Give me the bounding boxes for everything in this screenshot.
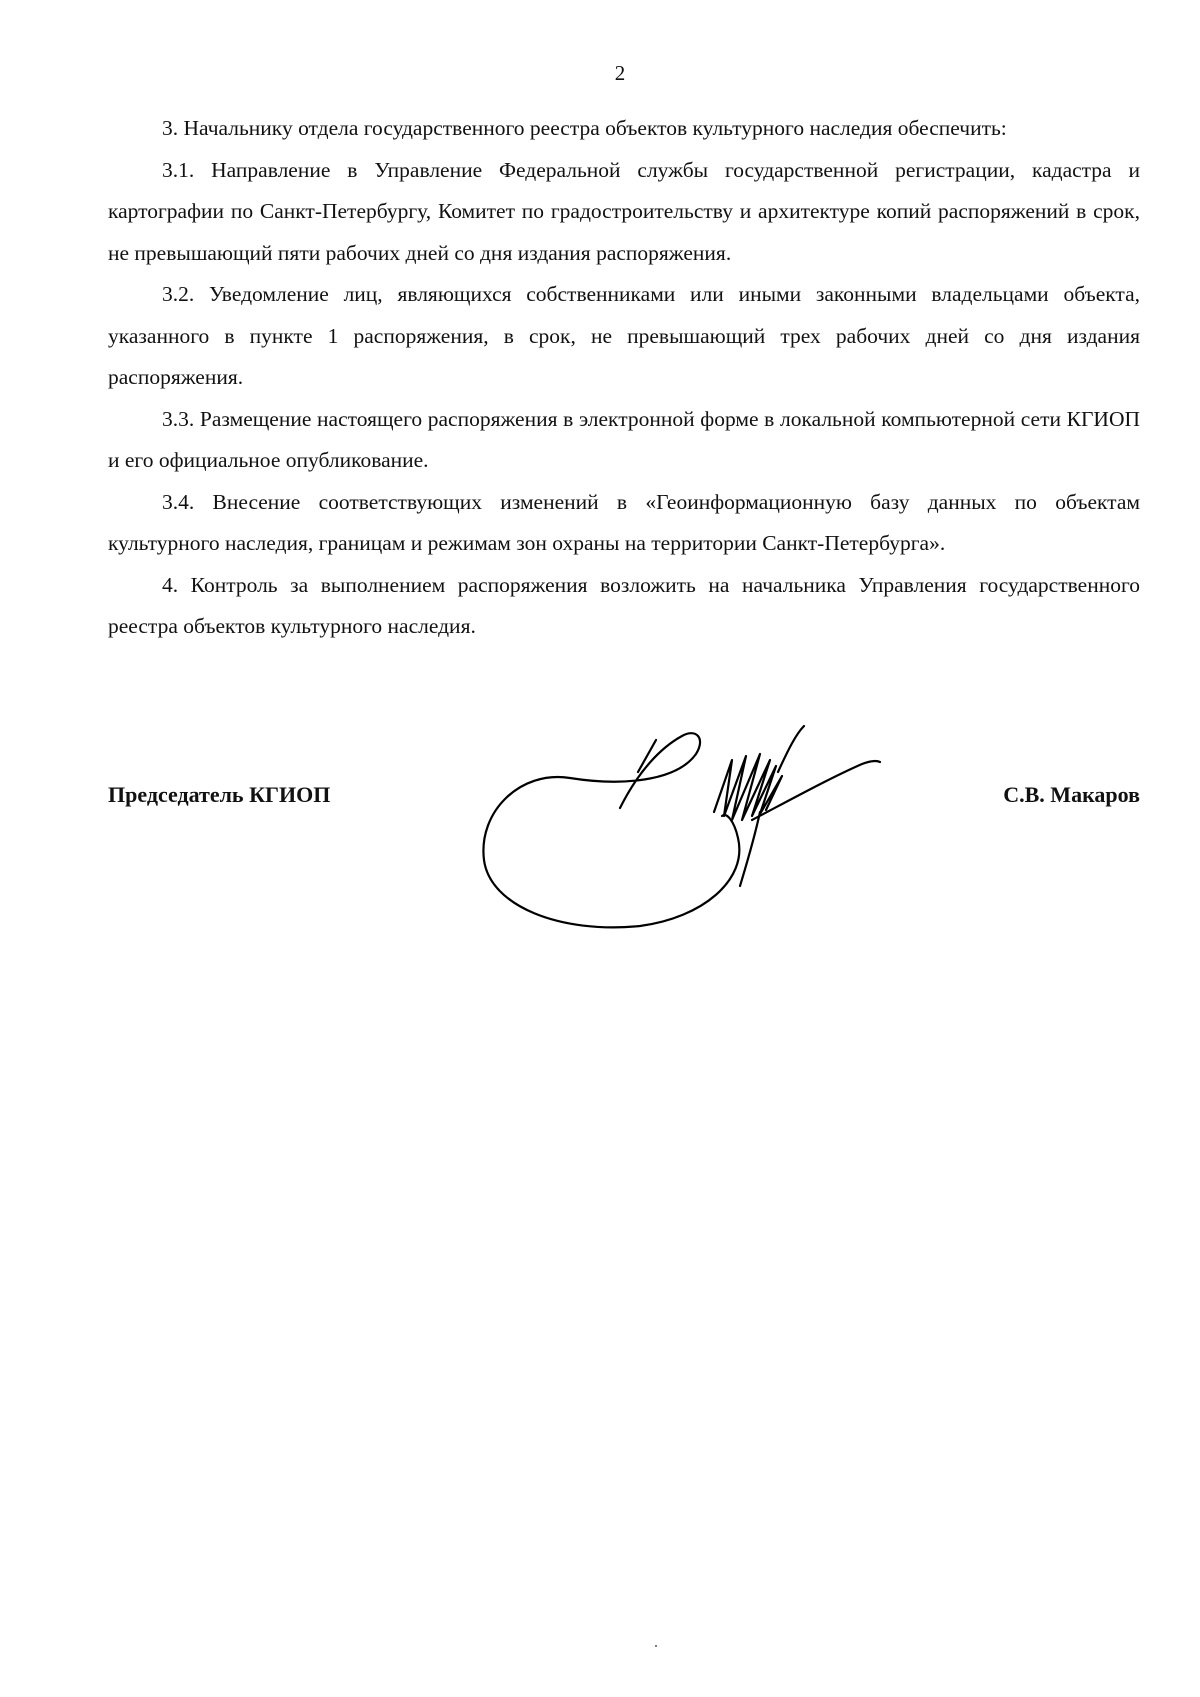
signature-loop-stroke (483, 733, 739, 927)
signature-descender-stroke (740, 812, 760, 886)
paragraph-4: 4. Контроль за выполнением распоряжения возложить на начальника Управления государственного реестра объектов культурного наследия. (108, 572, 1140, 638)
paragraph-3-1: 3.1. Направление в Управление Федеральной службы государственной регистрации, кадастра и картографии по Санкт-Петербургу, Комитет по градостроительству и архитектуре копий распоряжений в срок, не превышающий пяти рабочих дней со дня издания распоряжения. (108, 157, 1140, 265)
signer-title: Председатель КГИОП (108, 782, 331, 807)
document-body (108, 108, 1140, 648)
page-number: 2 (614, 61, 626, 85)
paragraph-3: 3. Начальнику отдела государственного реестра объектов культурного наследия обеспечить: (162, 116, 1007, 140)
paragraph-3-2: 3.2. Уведомление лиц, являющихся собственниками или иными законными владельцами объекта, указанного в пункте 1 распоряжения, в срок, не превышающий трех рабочих дней со дня издания распоряжения. (108, 282, 1140, 389)
paragraph-3-3: 3.3. Размещение настоящего распоряжения в электронной форме в локальной компьютерной сети КГИОП и его официальное опубликование. (108, 406, 1140, 472)
signature-hook-stroke (778, 726, 804, 772)
paragraph-3-4: 3.4. Внесение соответствующих изменений в «Геоинформационную базу данных по объектам культурного наследия, границам и режимам зон охраны на территории Санкт-Петербурга». (108, 489, 1140, 555)
signature-tail-stroke (752, 761, 880, 820)
scan-dot (655, 1645, 657, 1647)
signer-name: С.В. Макаров (1003, 782, 1140, 807)
handwritten-signature (470, 720, 930, 960)
